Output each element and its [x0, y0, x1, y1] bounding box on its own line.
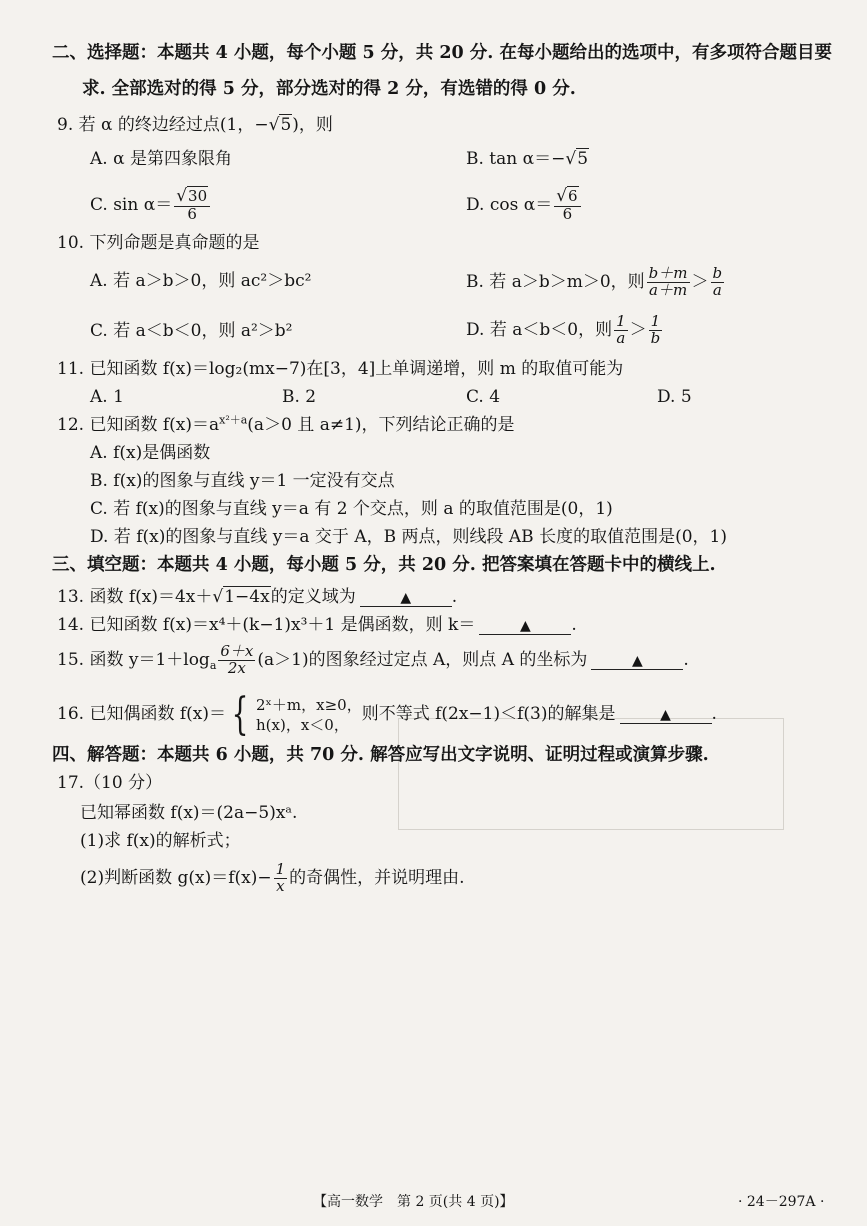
- section2-title-line1: 二、选择题：本题共 4 小题，每个小题 5 分，共 20 分. 在每小题给出的选项中，有多项符合题目要: [52, 43, 832, 63]
- q9-d-fraction: $\frac{√6}{6}$: [554, 188, 580, 223]
- q17-part2: (2)判断函数 g(x)＝f(x)− $\frac{1}{x}$ 的奇偶性，并说明理由.: [80, 860, 465, 895]
- q17-part1: (1)求 f(x)的解析式；: [80, 831, 241, 851]
- section3-title: 三、填空题：本题共 4 小题，每小题 5 分，共 20 分. 把答案填在答题卡中的横线上.: [52, 555, 716, 575]
- q14-answer-blank[interactable]: ▲: [479, 616, 571, 635]
- section2-title-line2: 求. 全部选对的得 5 分，部分选对的得 2 分，有选错的得 0 分.: [82, 79, 576, 99]
- q12-option-a: A. f(x)是偶函数: [90, 443, 211, 463]
- q15-fraction: $\frac{6+x}{2x}$: [220, 642, 254, 677]
- footer-page-info: 【高一数学 第 2 页(共 4 页)】: [313, 1194, 514, 1210]
- q9-option-c: C. sin α＝ $\frac{√30}{6}$: [90, 188, 212, 223]
- q11-option-b: B. 2: [282, 387, 317, 407]
- q10-option-d: D. 若 a＜b＜0，则 $\frac{1}{a}$ ＞ $\frac{1}{b}$: [466, 312, 661, 347]
- q9-option-d: D. cos α＝ $\frac{√6}{6}$: [466, 188, 583, 223]
- q9-option-b: B. tan α＝−√5: [466, 149, 589, 169]
- q9-c-fraction: $\frac{√30}{6}$: [174, 188, 210, 223]
- q10-option-c: C. 若 a＜b＜0，则 a²＞b²: [90, 321, 293, 341]
- q10-stem: 10. 下列命题是真命题的是: [57, 233, 260, 253]
- q11-option-c: C. 4: [466, 387, 501, 407]
- q15-line: 15. 函数 $y=1+\log_a$ $\frac{6+x}{2x}$ (a＞1)的图象经过定点 A，则点 A 的坐标为 ▲ .: [57, 642, 689, 677]
- q12-option-b: B. f(x)的图象与直线 y＝1 一定没有交点: [90, 471, 395, 491]
- q17-head: 17.（10 分）: [57, 773, 163, 793]
- q16-answer-blank[interactable]: ▲: [620, 705, 712, 724]
- q14-line: 14. 已知函数 f(x)＝x⁴＋(k−1)x³＋1 是偶函数，则 k＝ ▲ .: [57, 615, 577, 635]
- footer-code: · 24－297A ·: [738, 1194, 825, 1210]
- section4-title: 四、解答题：本题共 6 小题，共 70 分. 解答应写出文字说明、证明过程或演算步骤.: [52, 745, 709, 765]
- q11-option-d: D. 5: [657, 387, 692, 407]
- q16-line: 16. 已知偶函数 f(x)＝ { 2ˣ＋m，x≥0， h(x)，x＜0， 则不等式 f(2x−1)＜f(3)的解集是 ▲ .: [57, 688, 717, 740]
- q10-option-a: A. 若 a＞b＞0，则 ac²＞bc²: [90, 271, 312, 291]
- q9-stem: 9. 若 α 的终边经过点(1，−√5)，则: [57, 115, 333, 135]
- q13-line: 13. 函数 f(x)＝4x＋√1−4x的定义域为 ▲ .: [57, 587, 458, 607]
- q9-option-a: A. α 是第四象限角: [90, 149, 232, 169]
- q17-line1: 已知幂函数 f(x)＝(2a−5)xᵃ.: [80, 803, 298, 823]
- q11-stem: 11. 已知函数 f(x)＝log₂(mx−7)在[3，4]上单调递增，则 m 的取值可能为: [57, 359, 624, 379]
- q13-answer-blank[interactable]: ▲: [360, 588, 452, 607]
- q10-option-b: B. 若 a＞b＞m＞0，则 $\frac{b+m}{a+m}$ ＞ $\frac{b}{a}$: [466, 264, 723, 299]
- q16-piecewise: { 2ˣ＋m，x≥0， h(x)，x＜0，: [231, 688, 362, 740]
- q17-fraction: $\frac{1}{x}$: [275, 860, 286, 895]
- q15-answer-blank[interactable]: ▲: [591, 651, 683, 670]
- q12-option-c: C. 若 f(x)的图象与直线 y＝a 有 2 个交点，则 a 的取值范围是(0，1): [90, 499, 613, 519]
- q12-option-d: D. 若 f(x)的图象与直线 y＝a 交于 A，B 两点，则线段 AB 长度的取值范围是(0，1): [90, 527, 727, 547]
- q11-option-a: A. 1: [90, 387, 124, 407]
- q12-stem: 12. 已知函数 $f(x)=a^{x^2+a}(a>0$ 且 a≠1)，下列结论正确的是: [57, 413, 515, 435]
